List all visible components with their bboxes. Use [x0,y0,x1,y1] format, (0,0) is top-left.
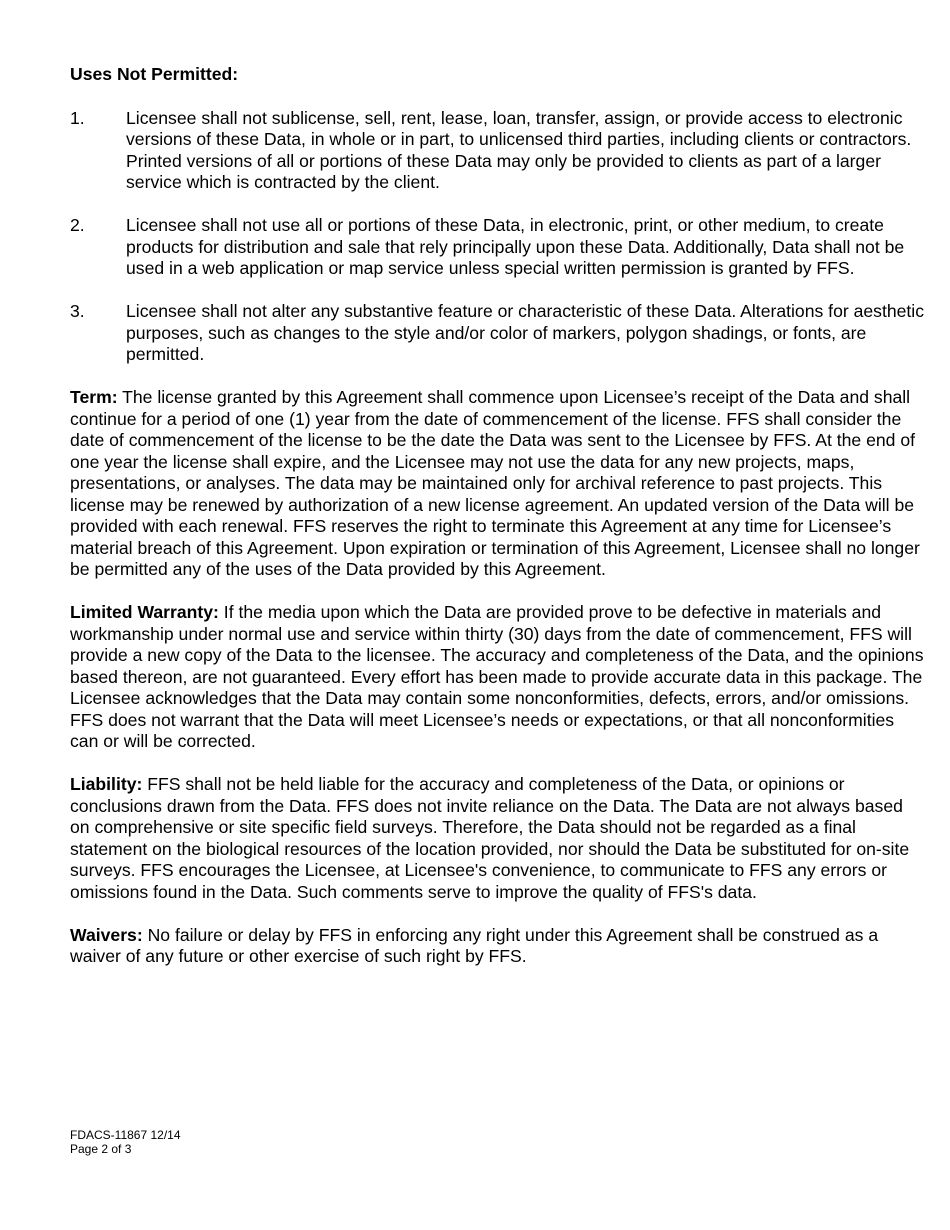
waivers-text: No failure or delay by FFS in enforcing any right under this Agreement shall be construed as a waiver of any future or other exercise of such right by FFS. [70,924,879,966]
list-item-number: 1. [70,107,85,128]
list-item-text: Licensee shall not use all or portions of these Data, in electronic, print, or other medium, to create products for distribution and sale that rely principally upon these Data. Additionally, Data shall not be used in a web application or map service unless special written permission is granted by FFS. [126,215,905,278]
list-item [70,215,925,280]
page-number: Page 2 of 3 [70,1142,132,1156]
term-text: The license granted by this Agreement shall commence upon Licensee’s receipt of the Data and shall continue for a period of one (1) year from the date of commencement of the license. FFS shall consider the date of commencement of the license to be the date the Data was sent to the Licensee by FFS. At the end of one year the license shall expire, and the Licensee may not use the data for any new projects, maps, presentations, or analyses. The data may be maintained only for archival reference to past projects. This license may be renewed by authorization of a new license agreement. An updated version of the Data will be provided with each renewal. FFS reserves the right to terminate this Agreement at any time for Licensee’s material breach of this Agreement. Upon expiration or termination of this Agreement, Licensee shall no longer be permitted any of the uses of the Data provided by this Agreement. [70,387,920,579]
list-item [70,108,925,194]
list-item-number: 2. [70,215,85,235]
waivers-label: Waivers: [70,924,143,945]
page-footer [70,1128,181,1156]
term-label: Term: [70,387,118,407]
list-item-text: Licensee shall not sublicense, sell, rent, lease, loan, transfer, assign, or provide access to electronic versions of these Data, in whole or in part, to unlicensed third parties, including clients or contractors. Printed versions of all or portions of these Data may only be provided to clients as part of a larger service which is contracted by the client. [126,107,912,192]
document-page [70,64,925,989]
limited-warranty-text: If the media upon which the Data are provided prove to be defective in materials and workmanship under normal use and service within thirty (30) days from the date of commencement, FFS will provide a new copy of the Data to the licensee. The accuracy and completeness of the Data, and the opinions based thereon, are not guaranteed. Every effort has been made to provide accurate data in this package. The Licensee acknowledges that the Data may contain some nonconformities, defects, errors, and/or omissions. FFS does not warrant that the Data will meet Licensee’s needs or expectations, or that all nonconformities can or will be corrected. [70,602,924,751]
liability-label: Liability: [70,774,143,794]
limited-warranty-label: Limited Warranty: [70,602,219,622]
liability-paragraph [70,774,925,903]
uses-not-permitted-heading: Uses Not Permitted: [70,64,239,84]
liability-text: FFS shall not be held liable for the accuracy and completeness of the Data, or opinions or conclusions drawn from the Data. FFS does not invite reliance on the Data. The Data are not always based on comprehensive or site specific field surveys. Therefore, the Data should not be regarded as a final statement on the biological resources of the location provided, nor should the Data be substituted for on-site surveys. FFS encourages the Licensee, at Licensee's convenience, to communicate to FFS any errors or omissions found in the Data. Such comments serve to improve the quality of FFS's data. [70,774,910,902]
list-item-number: 3. [70,301,85,321]
form-id: FDACS-11867 12/14 [70,1128,181,1142]
uses-not-permitted-list [70,108,925,366]
waivers-paragraph [70,925,925,968]
list-item [70,301,925,366]
limited-warranty-paragraph [70,602,925,753]
term-paragraph [70,387,925,581]
list-item-text: Licensee shall not alter any substantive feature or characteristic of these Data. Alterations for aesthetic purposes, such as changes to the style and/or color of markers, polygon shadings, or fonts, are permitted. [126,301,925,364]
